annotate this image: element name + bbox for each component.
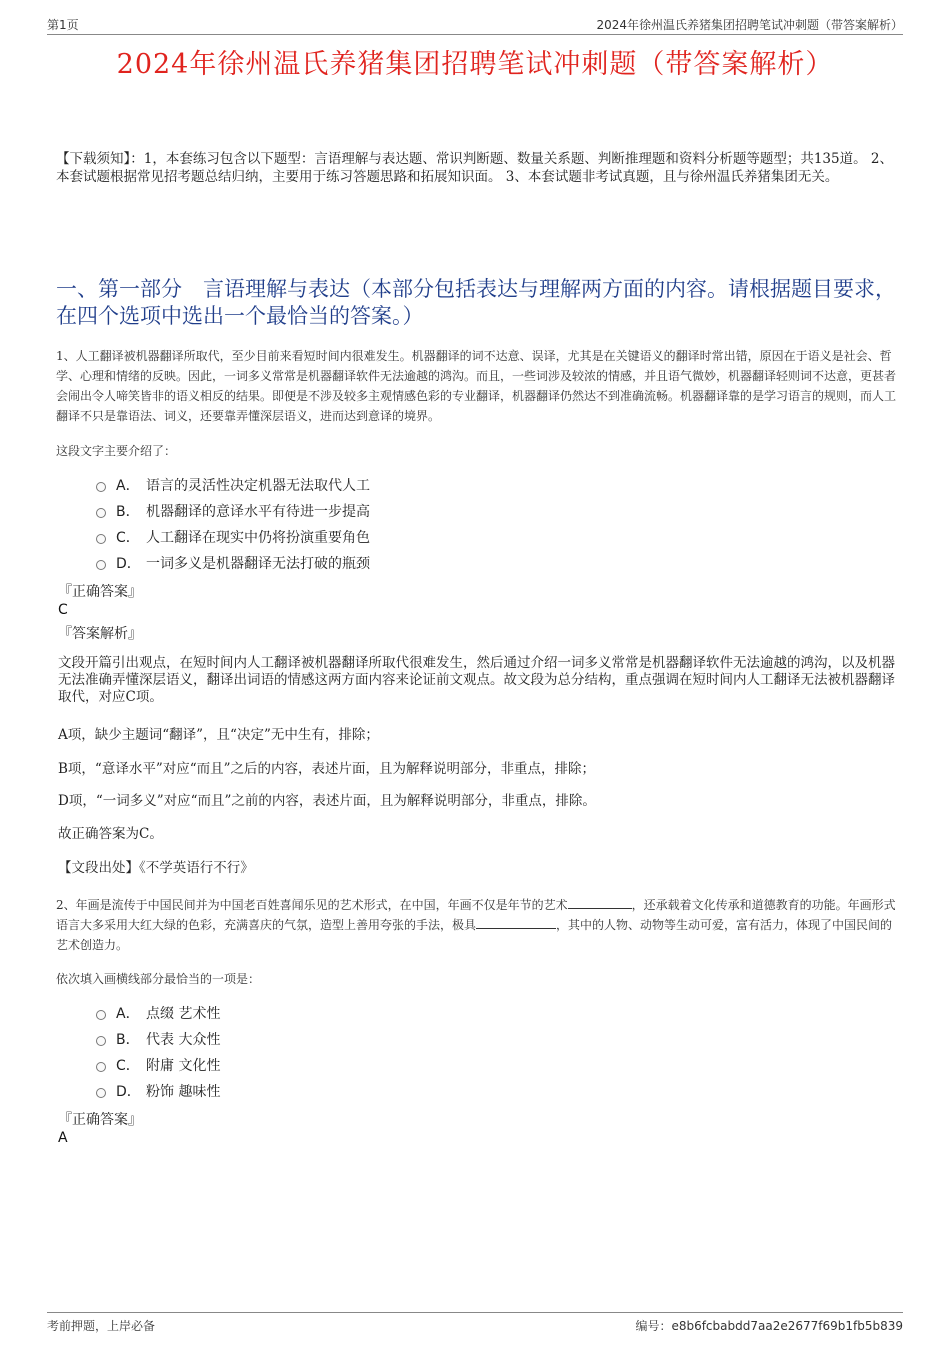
q2-option-c[interactable]: C． 附庸 文化性	[96, 1052, 220, 1078]
q1-prompt: 这段文字主要介绍了：	[56, 444, 177, 458]
q2-answer-label: 『正确答案』	[58, 1112, 142, 1128]
doc-title: 2024年徐州温氏养猪集团招聘笔试冲刺题（带答案解析）	[116, 49, 834, 80]
radio-icon[interactable]	[96, 1010, 106, 1020]
section-heading: 一、第一部分 言语理解与表达（本部分包括表达与理解两方面的内容。请根据题目要求，在四个选项中选出一个最恰当的答案。）	[56, 277, 896, 328]
radio-icon[interactable]	[96, 508, 106, 518]
q1-analysis-a: A项，缺少主题词“翻译”，且“决定”无中生有，排除；	[58, 727, 379, 743]
q1-options	[96, 472, 370, 576]
fill-blank-2	[476, 916, 556, 929]
q1-analysis-d: D项，“一词多义”对应“而且”之前的内容，表述片面，且为解释说明部分，非重点，排除。	[58, 793, 596, 809]
radio-icon[interactable]	[96, 1036, 106, 1046]
q1-analysis-main: 文段开篇引出观点，在短时间内人工翻译被机器翻译所取代很难发生，然后通过介绍一词多义常常是机器翻译软件无法逾越的鸿沟，以及机器无法准确弄懂深层语义，翻译出词语的情感这两方面内容来论证前文观点。故文段为总分结构，重点强调在短时间内人工翻译无法被机器翻译取代，对应C项。	[58, 655, 895, 705]
download-notice: 【下载须知】：1，本套练习包含以下题型：言语理解与表达题、常识判断题、数量关系题、判断推理题和资料分析题等题型；共135道。 2、本套试题根据常见招考题总结归纳，主要用于练习答题思路和拓展知识面。 3、本套试题非考试真题，且与徐州温氏养猪集团无关。	[56, 151, 893, 185]
page-footer	[47, 1312, 903, 1337]
radio-icon[interactable]	[96, 1088, 106, 1098]
q1-option-b[interactable]: B． 机器翻译的意译水平有待进一步提高	[96, 498, 370, 524]
fill-blank-1	[568, 896, 632, 909]
q1-answer-label: 『正确答案』	[58, 584, 142, 600]
q2-options	[96, 1000, 220, 1104]
q2-text: 2、年画是流传于中国民间并为中国老百姓喜闻乐见的艺术形式，在中国，年画不仅是年节的艺术 ，还承载着文化传承和道德教育的功能。年画形式语言大多采用大红大绿的色彩，充满喜庆的气氛，造型上善用夸张的手法，极具 ，其中的人物、动物等生动可爱，富有活力，体现了中国民间的艺术创造力。	[56, 898, 896, 952]
radio-icon[interactable]	[96, 482, 106, 492]
q2-option-a[interactable]: A． 点缀 艺术性	[96, 1000, 220, 1026]
radio-icon[interactable]	[96, 534, 106, 544]
q1-analysis-conclusion: 故正确答案为C。	[58, 826, 163, 842]
footer-serial: 编号：e8b6fcbabdd7aa2e2677f69b1fb5b839	[635, 1319, 903, 1333]
q2-answer: A	[58, 1130, 68, 1146]
q1-analysis-b: B项，“意译水平”对应“而且”之后的内容，表述片面，且为解释说明部分，非重点，排除；	[58, 761, 596, 777]
radio-icon[interactable]	[96, 560, 106, 570]
radio-icon[interactable]	[96, 1062, 106, 1072]
q1-option-d[interactable]: D． 一词多义是机器翻译无法打破的瓶颈	[96, 550, 370, 576]
q1-source: 【文段出处】《不学英语行不行》	[58, 860, 254, 876]
q1-text: 1、人工翻译被机器翻译所取代，至少目前来看短时间内很难发生。机器翻译的词不达意、误译，尤其是在关键语义的翻译时常出错，原因在于语义是社会、哲学、心理和情绪的反映。因此，一词多义常常是机器翻译软件无法逾越的鸿沟。而且，一些词涉及较浓的情感，并且语气微妙，机器翻译轻则词不达意，更甚者会闹出令人啼笑皆非的语义相反的结果。即便是不涉及较多主观情感色彩的专业翻译，机器翻译仍然达不到准确流畅。机器翻译靠的是学习语言的规则，而人工翻译不只是靠语法、词义，还要靠弄懂深层语义，进而达到意译的境界。	[56, 349, 897, 423]
q2-prompt: 依次填入画横线部分最恰当的一项是：	[56, 972, 261, 986]
q1-option-a[interactable]: A． 语言的灵活性决定机器无法取代人工	[96, 472, 370, 498]
page-number: 第1页	[47, 18, 79, 32]
header-doc-title: 2024年徐州温氏养猪集团招聘笔试冲刺题（带答案解析）	[596, 18, 903, 32]
q1-option-c[interactable]: C． 人工翻译在现实中仍将扮演重要角色	[96, 524, 370, 550]
footer-slogan: 考前押题，上岸必备	[47, 1319, 156, 1333]
q2-option-d[interactable]: D． 粉饰 趣味性	[96, 1078, 220, 1104]
q1-analysis-label: 『答案解析』	[58, 626, 142, 642]
page-header	[47, 14, 903, 35]
q1-answer: C	[58, 602, 68, 618]
q2-option-b[interactable]: B． 代表 大众性	[96, 1026, 220, 1052]
